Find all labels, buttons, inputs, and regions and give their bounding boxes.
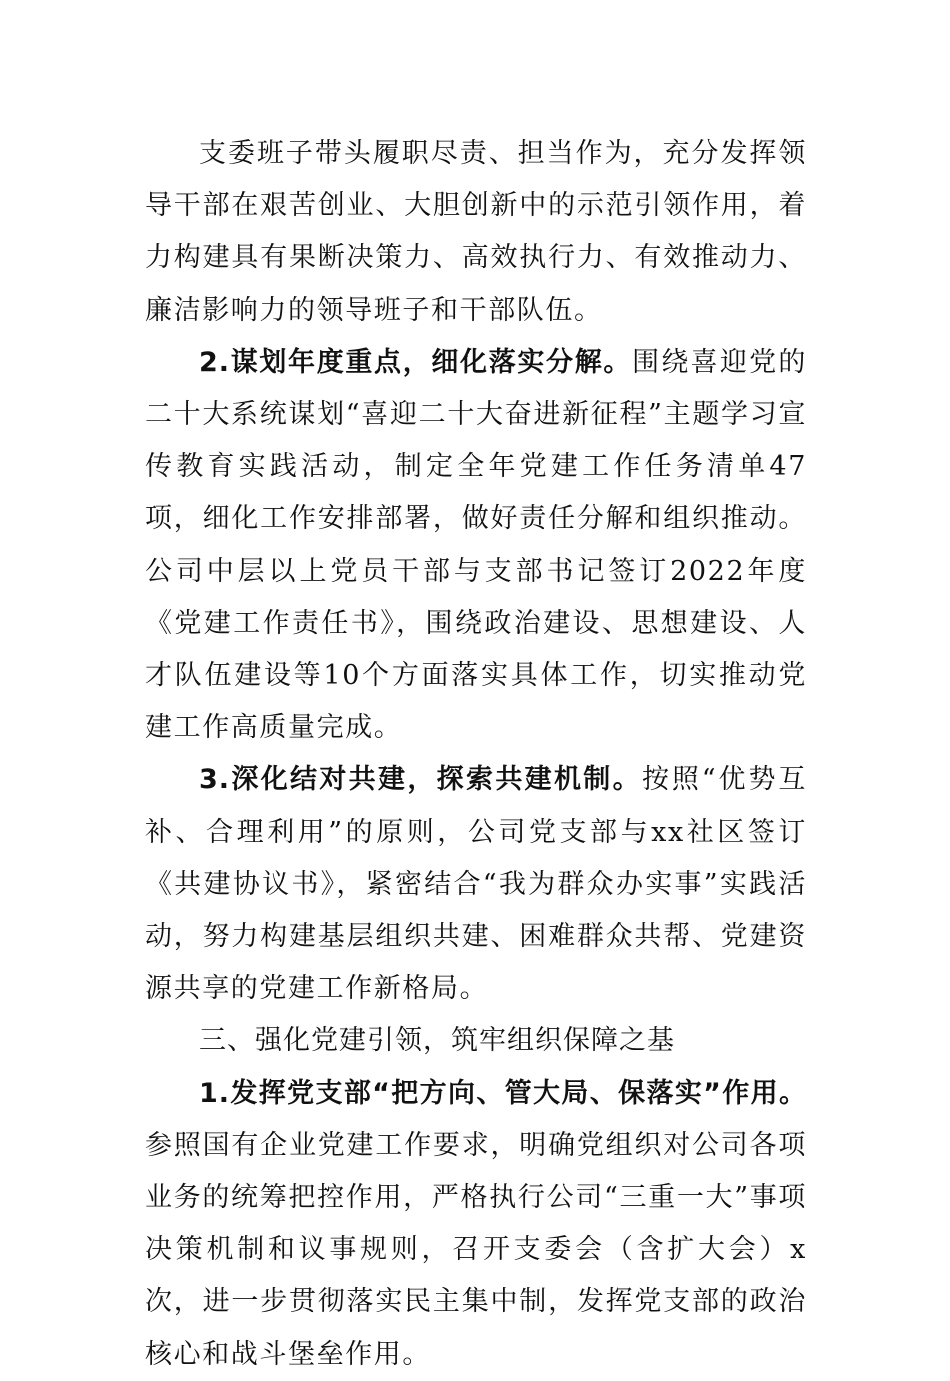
paragraph-text: 参照国有企业党建工作要求，明确党组织对公司各项业务的统筹把控作用，严格执行公司“三重一大”事项决策机制和议事规则，召开支委会（含扩大会）x次，进一步贯彻落实民主集中制，发挥党支部的政治核心和战斗堡垒作用。	[145, 1129, 807, 1370]
paragraph-text: 围绕喜迎党的二十大系统谋划“喜迎二十大奋进新征程”主题学习宣传教育实践活动，制定全年党建工作任务清单47项，细化工作安排部署，做好责任分解和组织推动。公司中层以上党员干部与支部书记签订2022年度《党建工作责任书》，围绕政治建设、思想建设、人才队伍建设等10个方面落实具体工作，切实推动党建工作高质量完成。	[145, 346, 807, 744]
paragraph-text: 支委班子带头履职尽责、担当作为，充分发挥领导干部在艰苦创业、大胆创新中的示范引领作用，着力构建具有果断决策力、高效执行力、有效推动力、廉洁影响力的领导班子和干部队伍。	[145, 138, 807, 326]
document-body	[145, 128, 807, 1381]
paragraph-text: 按照“优势互补、合理利用”的原则，公司党支部与xx社区签订《共建协议书》，紧密结合“我为群众办实事”实践活动，努力构建基层组织共建、困难群众共帮、党建资源共享的党建工作新格局。	[145, 764, 807, 1005]
paragraph-lead: 1.发挥党支部“把方向、管大局、保落实”作用。	[199, 1077, 807, 1109]
section-heading: 三、强化党建引领，筑牢组织保障之基	[199, 1025, 675, 1057]
paragraph-leadership-team	[145, 128, 807, 337]
paragraph-annual-plan	[145, 337, 807, 755]
paragraph-lead: 2.谋划年度重点，细化落实分解。	[199, 346, 633, 378]
paragraph-lead: 3.深化结对共建，探索共建机制。	[199, 764, 642, 796]
paragraph-joint-building	[145, 754, 807, 1015]
paragraph-party-branch-role	[145, 1068, 807, 1381]
